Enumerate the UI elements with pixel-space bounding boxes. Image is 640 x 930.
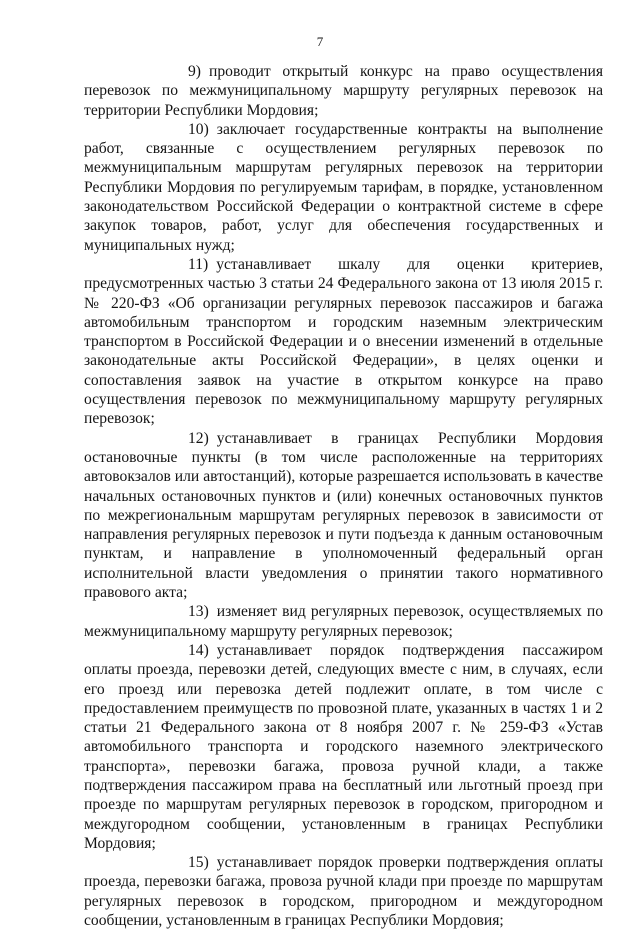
item-number: 13) bbox=[188, 603, 209, 621]
item-text: изменяет вид регулярных перевозок, осуществляемых по межмуниципальному маршруту регулярных перевозок; bbox=[84, 603, 603, 640]
list-item-14 bbox=[84, 641, 603, 853]
item-text: заключает государственные контракты на выполнение работ, связанные с осуществлением регулярных перевозок по межмуниципальным маршрутам регулярных перевозок на территории Республики Мордовия по регулируемым тарифам, в порядке, установленном законодательством Российской Федерации о контрактной системе в сфере закупок товаров, работ, услуг для обеспечения государственных и муниципальных нужд; bbox=[84, 120, 603, 254]
item-number: 12) bbox=[188, 429, 209, 447]
item-number: 14) bbox=[188, 641, 209, 659]
item-number: 10) bbox=[188, 120, 209, 138]
list-item-10 bbox=[84, 120, 603, 255]
list-item-9 bbox=[84, 62, 603, 120]
list-item-15 bbox=[84, 853, 603, 930]
item-text: устанавливает порядок подтверждения пассажиром оплаты проезда, перевозки детей, следующих вместе с ним, в случаях, если его проезд или перевозка детей подлежит оплате, в том числе с предоставлением преимуществ по провозной плате, указанных в частях 1 и 2 статьи 21 Федерального закона от 8 ноября 2007 г. № 259-ФЗ «Устав автомобильного транспорта и городского наземного электрического транспорта», перевозки багажа, провоза ручной клади, а также подтверждения пассажиром права на бесплатный или льготный проезд при проезде по маршрутам регулярных перевозок в городском, пригородном и междугородном сообщении, установленным в границах Республики Мордовия; bbox=[84, 641, 603, 852]
list-item-11 bbox=[84, 255, 603, 429]
item-text: устанавливает шкалу для оценки критериев, предусмотренных частью 3 статьи 24 Федерального закона от 13 июля 2015 г. № 220-ФЗ «Об организации регулярных перевозок пассажиров и багажа автомобильным транспортом и городским наземным электрическим транспортом в Российской Федерации и о внесении изменений в отдельные законодательные акты Российской Федерации», в целях оценки и сопоставления заявок на участие в открытом конкурсе на право осуществления перевозок по межмуниципальному маршруту регулярных перевозок; bbox=[84, 255, 603, 428]
item-text: проводит открытый конкурс на право осуществления перевозок по межмуниципальному маршруту регулярных перевозок на территории Республики Мордовия; bbox=[84, 63, 603, 119]
list-item-12 bbox=[84, 429, 603, 603]
item-number: 11) bbox=[188, 255, 209, 273]
list-item-13 bbox=[84, 602, 603, 641]
item-number: 15) bbox=[188, 854, 209, 872]
item-number: 9) bbox=[188, 63, 201, 80]
page-number: 7 bbox=[316, 34, 324, 49]
item-text: устанавливает в границах Республики Мордовия остановочные пункты (в том числе расположенные на территориях автовокзалов или автостанций), которые разрешается использовать в качестве начальных остановочных пунктов и (или) конечных остановочных пунктов по межрегиональным маршрутам регулярных перевозок в зависимости от направления регулярных перевозок и пути подъезда к данным остановочным пунктам, и направление в уполномоченный федеральный орган исполнительной власти уведомления о принятии такого нормативного правового акта; bbox=[84, 429, 603, 602]
document-body bbox=[84, 62, 603, 930]
item-text: устанавливает порядок проверки подтверждения оплаты проезда, перевозки багажа, провоза ручной клади при проезде по маршрутам регулярных перевозок в городском, пригородном и междугородном сообщении, установленным в границах Республики Мордовия; bbox=[84, 854, 603, 930]
